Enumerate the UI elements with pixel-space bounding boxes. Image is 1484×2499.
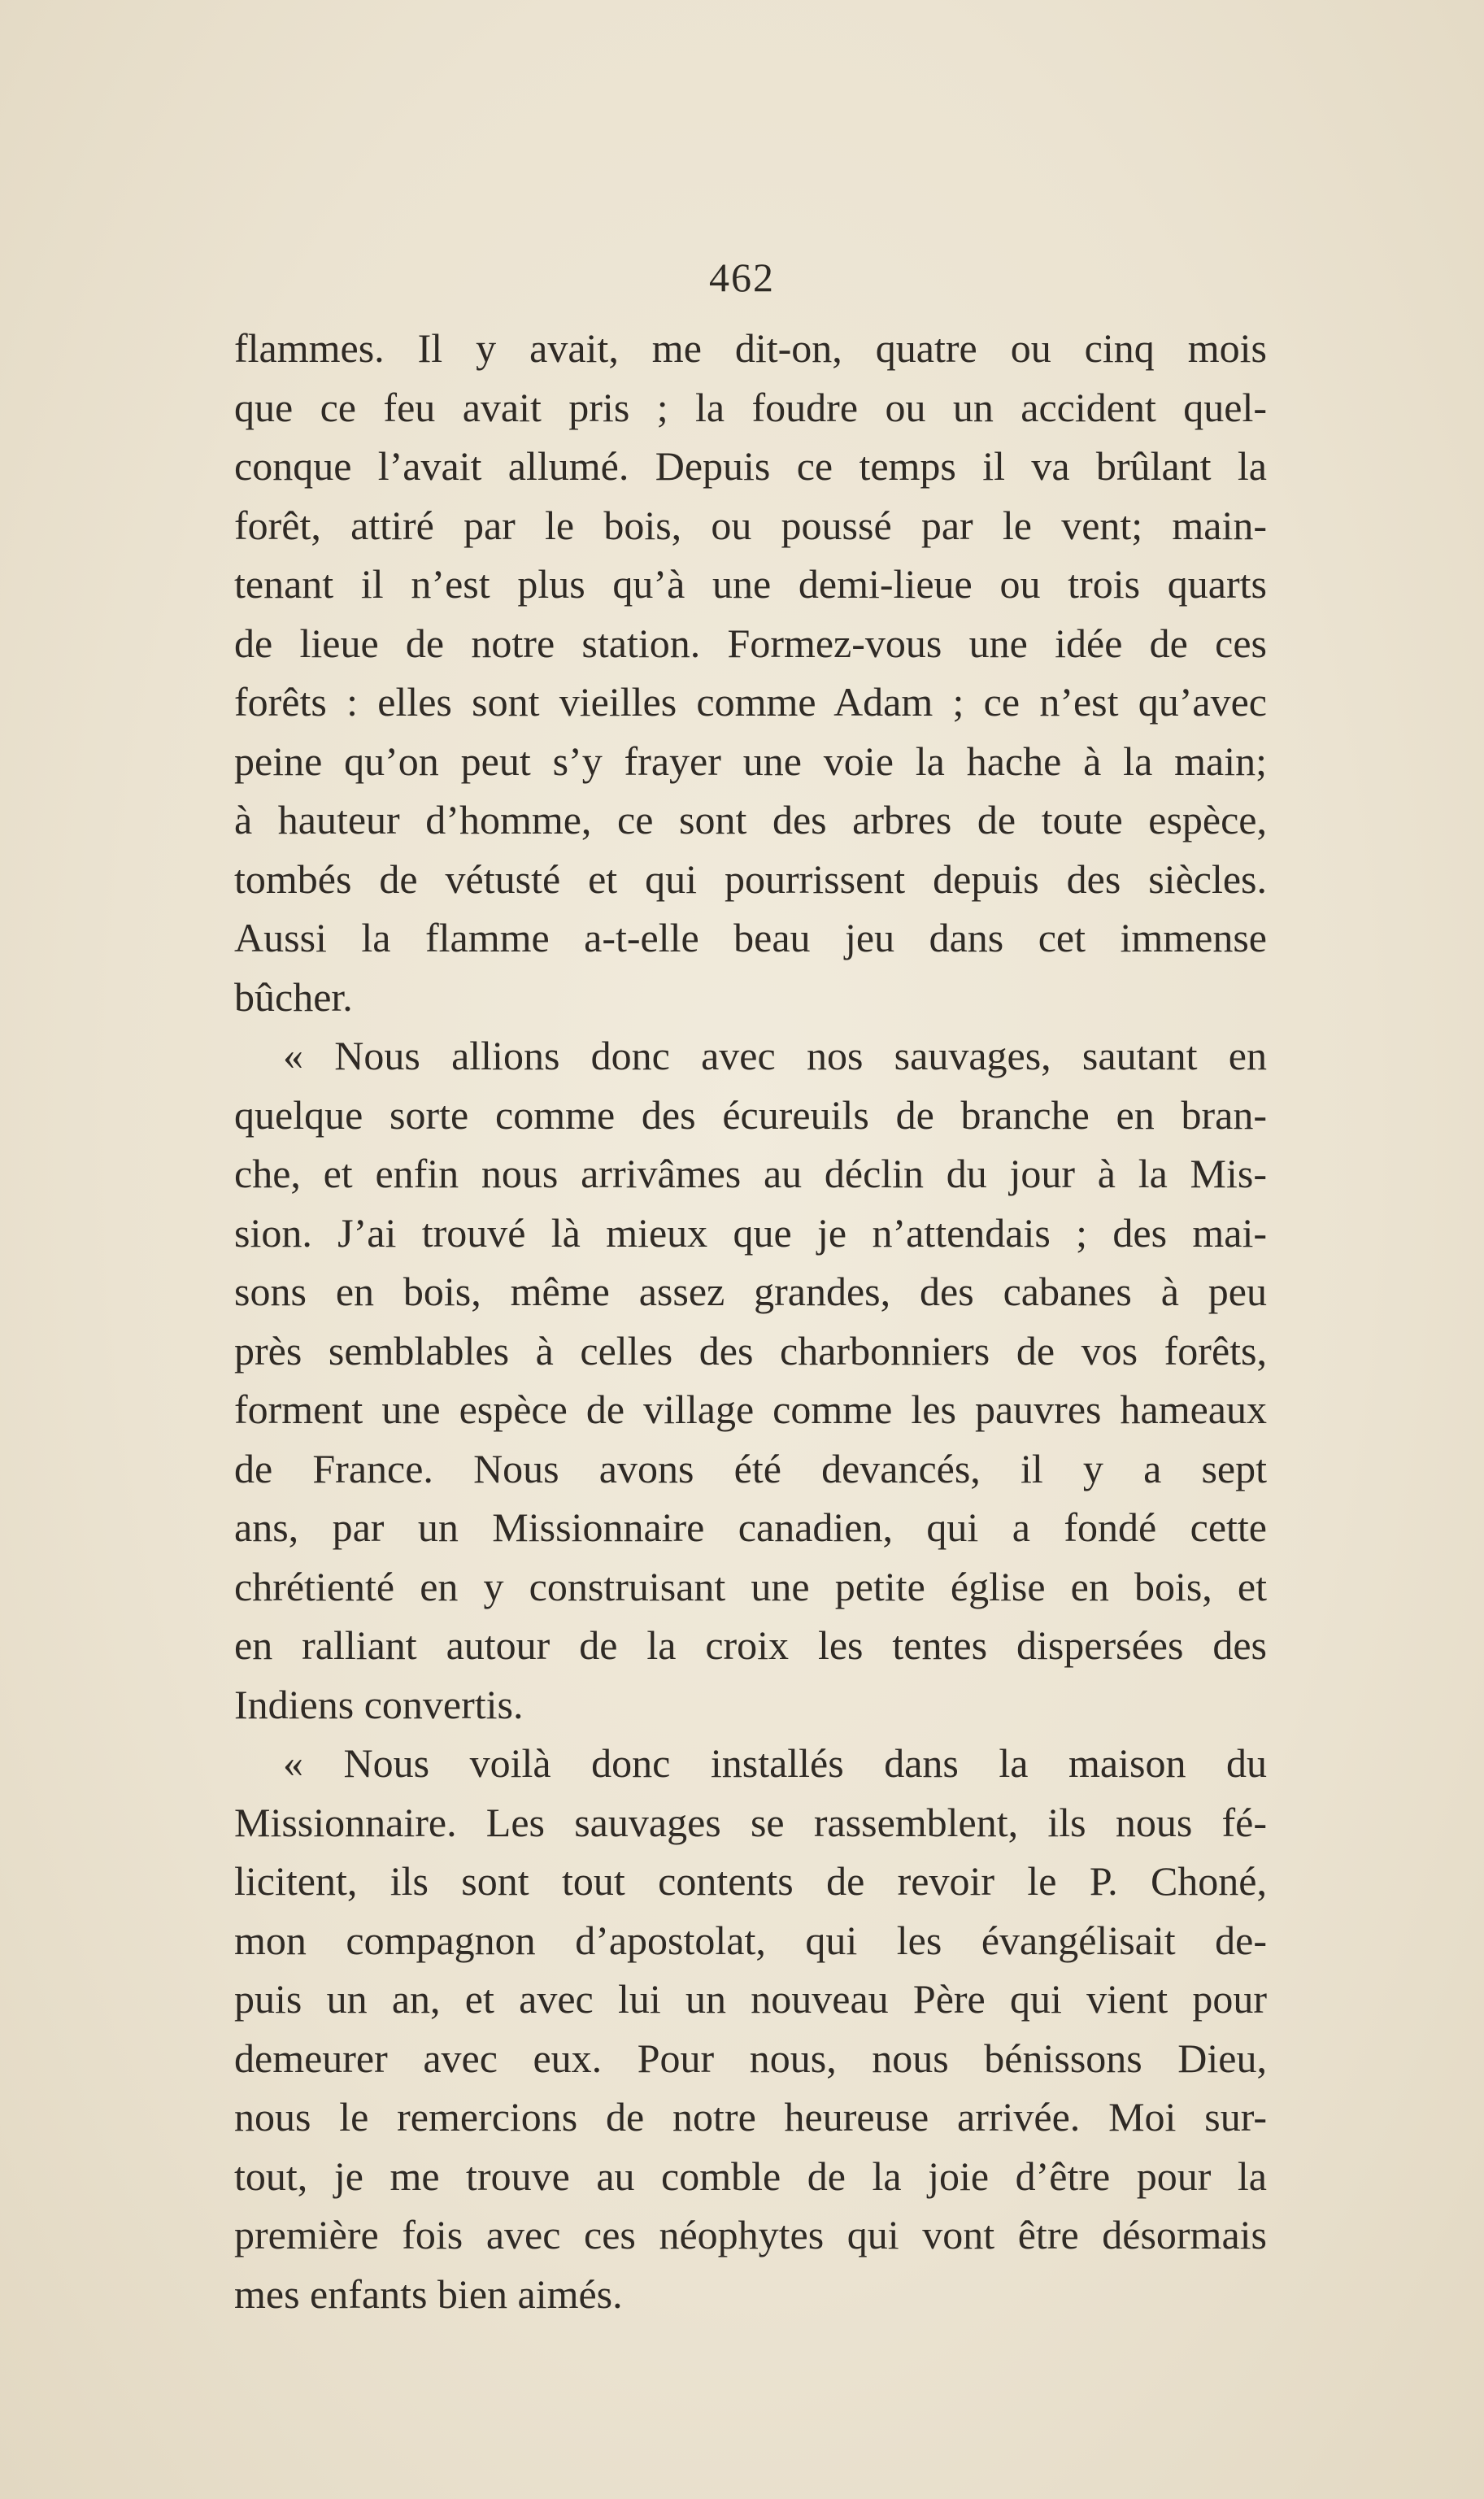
text-line: bûcher. [234, 973, 353, 1020]
text-line: puis un an, et avec lui un nouveau Père qui vient pour [234, 1976, 1267, 2022]
text-line: ans, par un Missionnaire canadien, qui a fondé cette [234, 1504, 1267, 1550]
text-line: à hauteur d’homme, ce sont des arbres de toute espèce, [234, 797, 1267, 842]
text-line: forment une espèce de village comme les pauvres hameaux [234, 1387, 1267, 1432]
text-line: près semblables à celles des charbonniers de vos forêts, [234, 1327, 1267, 1374]
text-line: sons en bois, même assez grandes, des cabanes à peu [234, 1269, 1267, 1314]
text-line: première fois avec ces néophytes qui vont être désormais [234, 2212, 1267, 2257]
text-line: peine qu’on peut s’y frayer une voie la hache à la main; [234, 738, 1267, 784]
text-line: tombés de vétusté et qui pourrissent depuis des siècles. [234, 855, 1267, 902]
text-line: chrétienté en y construisant une petite église en bois, et [234, 1563, 1267, 1609]
text-line: mon compagnon d’apostolat, qui les évangélisait de- [234, 1917, 1267, 1963]
page-number: 462 [709, 255, 775, 300]
text-line: demeurer avec eux. Pour nous, nous bénissons Dieu, [234, 2035, 1267, 2081]
text-line: tout, je me trouve au comble de la joie d’être pour la [234, 2153, 1267, 2199]
text-line: en ralliant autour de la croix les tentes dispersées des [234, 1622, 1267, 1668]
text-line: « Nous allions donc avec nos sauvages, sautant en [283, 1033, 1267, 1078]
text-line: sion. J’ai trouvé là mieux que je n’attendais ; des mai- [234, 1209, 1267, 1256]
text-line: de lieue de notre station. Formez-vous une idée de ces [234, 620, 1267, 666]
text-line: forêt, attiré par le bois, ou poussé par le vent; main- [234, 502, 1267, 548]
text-line: conque l’avait allumé. Depuis ce temps il va brûlant la [234, 443, 1267, 489]
text-line: flammes. Il y avait, me dit-on, quatre ou cinq mois [234, 325, 1267, 371]
paragraph [234, 1734, 1267, 2323]
text-line: de France. Nous avons été devancés, il y a sept [234, 1445, 1267, 1491]
text-line: tenant il n’est plus qu’à une demi-lieue ou trois quarts [234, 561, 1267, 607]
text-line: Indiens convertis. [234, 1681, 524, 1727]
paragraph [234, 319, 1267, 1026]
text-line: quelque sorte comme des écureuils de branche en bran- [234, 1091, 1267, 1138]
text-line: Aussi la flamme a-t-elle beau jeu dans cet immense [234, 915, 1267, 960]
text-line: « Nous voilà donc installés dans la maison du [283, 1740, 1267, 1786]
text-line: nous le remercions de notre heureuse arrivée. Moi sur- [234, 2094, 1267, 2140]
text-line: forêts : elles sont vieilles comme Adam ; ce n’est qu’avec [234, 679, 1267, 725]
text-line: que ce feu avait pris ; la foudre ou un accident quel- [234, 384, 1267, 430]
text-line: che, et enfin nous arrivâmes au déclin du jour à la Mis- [234, 1151, 1267, 1196]
text-line: mes enfants bien aimés. [234, 2270, 623, 2317]
paragraph [234, 1026, 1267, 1734]
text-line: licitent, ils sont tout contents de revoir le P. Choné, [234, 1858, 1267, 1904]
body-text [234, 319, 1267, 2323]
text-line: Missionnaire. Les sauvages se rassemblent, ils nous fé- [234, 1799, 1267, 1845]
